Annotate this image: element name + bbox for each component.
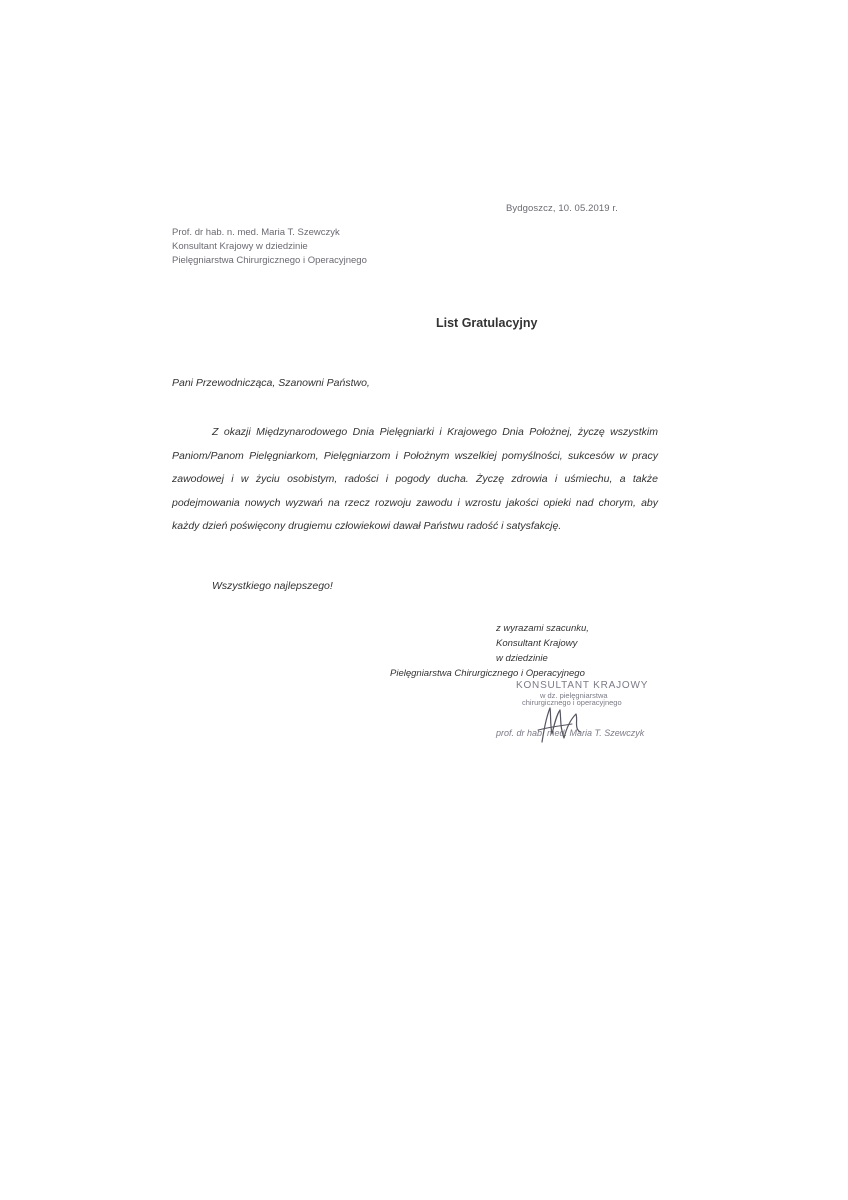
handwritten-signature — [520, 700, 600, 745]
closing-line: Pielęgniarstwa Chirurgicznego i Operacyjnego — [390, 668, 585, 679]
stamp-line: KONSULTANT KRAJOWY — [516, 680, 649, 691]
stamp-line: prof. dr hab. med. Maria T. Szewczyk — [496, 728, 645, 738]
letter-title: List Gratulacyjny — [436, 316, 538, 330]
closing-wish: Wszystkiego najlepszego! — [212, 580, 333, 592]
closing-line: Konsultant Krajowy — [496, 638, 578, 649]
letter-body: Z okazji Międzynarodowego Dnia Pielęgniarki i Krajowego Dnia Położnej, życzę wszystkim Paniom/Panom Pielęgniarkom, Pielęgniarzom i Położnym wszelkiej pomyślności, sukcesów w pracy zawodowej i w życiu osobistym, radości i pogody ducha. Życzę zdrowia i uśmiechu, a także podejmowania nowych wyzwań na rzecz rozwoju zawodu i wzrostu jakości opieki nad chorym, aby każdy dzień poświęcony drugiemu człowiekowi dawał Państwu radość i satysfakcję. — [172, 426, 658, 532]
closing-line: w dziedzinie — [496, 653, 548, 664]
sender-line: Pielęgniarstwa Chirurgicznego i Operacyjnego — [172, 255, 367, 266]
stamp-line: chirurgicznego i operacyjnego — [522, 698, 622, 707]
letter-date: Bydgoszcz, 10. 05.2019 r. — [506, 203, 618, 214]
stamp-line: w dz. pielęgniarstwa — [540, 691, 608, 700]
salutation: Pani Przewodnicząca, Szanowni Państwo, — [172, 377, 370, 389]
sender-block — [172, 226, 367, 268]
sender-line: Konsultant Krajowy w dziedzinie — [172, 241, 308, 252]
sender-line: Prof. dr hab. n. med. Maria T. Szewczyk — [172, 227, 340, 238]
closing-block — [390, 621, 620, 681]
closing-line: z wyrazami szacunku, — [496, 623, 589, 634]
